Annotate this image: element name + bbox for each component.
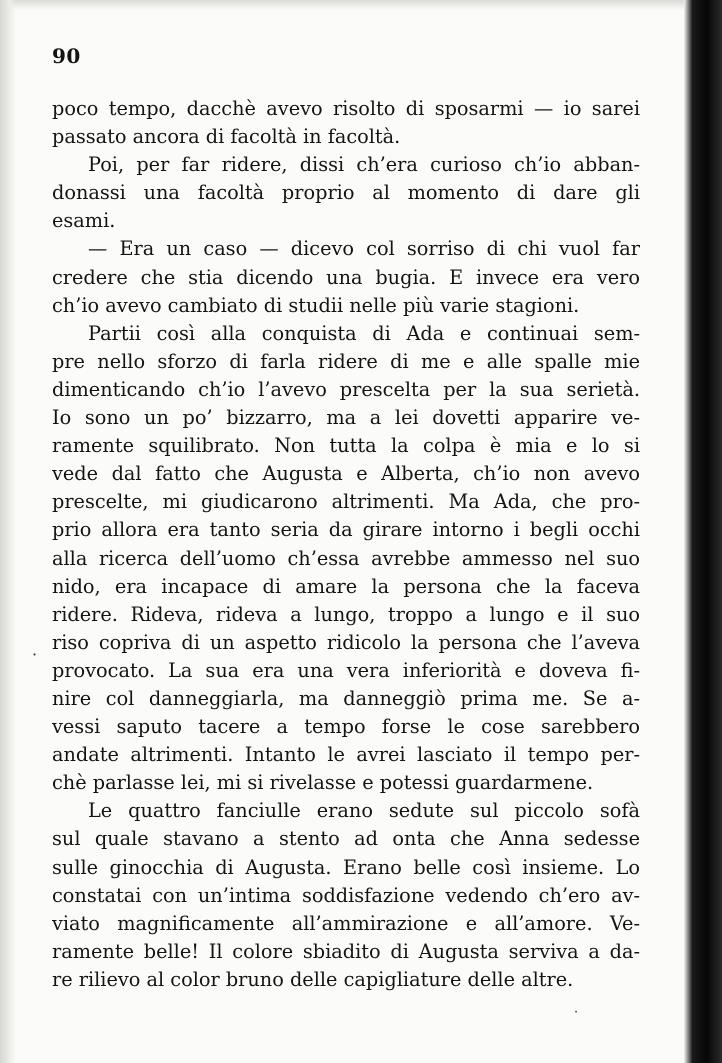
text-line: riso copriva di un aspetto ridicolo la persona che l’aveva [52,630,640,654]
body-text [52,95,640,994]
text-line: re rilievo al color bruno delle capigliature delle altre. [52,967,574,991]
text-line: constatai con un’intima soddisfazione vedendo ch’ero av- [52,883,640,907]
text-line: Poi, per far ridere, dissi ch’era curioso ch’io abban- [88,153,640,177]
text-line: ramente squilibrato. Non tutta la colpa è mia e lo si [52,434,640,458]
text-line: Le quattro fanciulle erano sedute sul piccolo sofà [88,799,640,823]
text-line: sul quale stavano a stento ad onta che Anna sedesse [52,827,640,851]
text-line: donassi una facoltà proprio al momento di dare gli [52,181,640,205]
scan-top-shadow [0,0,722,10]
text-line: esami. [52,209,116,233]
scan-speck-bottom: · [574,1005,579,1020]
text-line: prio allora era tanto seria da girare intorno i begli occhi [52,518,640,542]
text-line: alla ricerca dell’uomo ch’essa avrebbe ammesso nel suo [52,546,640,570]
text-line: nido, era incapace di amare la persona che la faceva [52,574,640,598]
text-line: poco tempo, dacchè avevo risolto di sposarmi — io sarei [52,97,640,120]
text-line: chè parlasse lei, mi si rivelasse e potessi guardarmene. [52,771,594,795]
text-line: Partii così alla conquista di Ada e continuai sem- [88,321,640,345]
scan-speck-left: · [32,645,38,664]
book-binding-edge [684,0,722,1063]
text-line: dimenticando ch’io l’avevo prescelta per la sua serietà. [52,377,640,401]
text-line: prescelte, mi giudicarono altrimenti. Ma Ada, che pro- [52,490,640,514]
text-line: ridere. Rideva, rideva a lungo, troppo a lungo e il suo [52,602,640,626]
text-line: nire col danneggiarla, ma danneggiò prima me. Se a- [52,686,640,710]
text-line: provocato. La sua era una vera inferiorità e doveva fi- [52,658,640,682]
text-line: credere che stia dicendo una bugia. E invece era vero [52,265,640,289]
text-line: andate altrimenti. Intanto le avrei lasciato il tempo per- [52,743,640,767]
text-line: vessi saputo tacere a tempo forse le cose sarebbero [52,715,640,739]
text-line: sulle ginocchia di Augusta. Erano belle così insieme. Lo [52,855,640,879]
text-line: pre nello sforzo di farla ridere di me e alle spalle mie [52,349,640,373]
text-line: vede dal fatto che Augusta e Alberta, ch’io non avevo [52,462,640,486]
text-line: ramente belle! Il colore sbiadito di Augusta serviva a da- [52,939,640,963]
text-line: viato magnificamente all’ammirazione e all’amore. Ve- [52,911,640,935]
text-line: ch’io avevo cambiato di studii nelle più varie stagioni. [52,293,580,317]
text-line: passato ancora di facoltà in facoltà. [52,125,401,149]
text-line: — Era un caso — dicevo col sorriso di chi vuol far [88,237,640,261]
text-line: Io sono un po’ bizzarro, ma a lei dovetti apparire ve- [52,406,640,430]
page-number: 90 [52,44,81,68]
scan-left-edge [0,0,16,1063]
